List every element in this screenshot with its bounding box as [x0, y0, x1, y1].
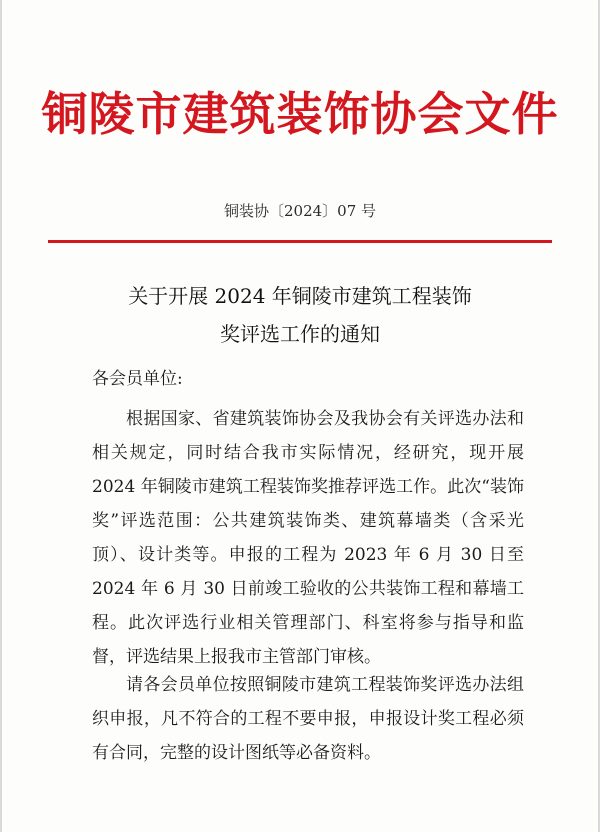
document-number: 铜装协〔2024〕07 号: [223, 202, 377, 220]
red-divider-line: [48, 240, 552, 243]
notice-title-line-2: 奖评选工作的通知: [220, 322, 380, 346]
notice-title-line-1: 关于开展 2024 年铜陵市建筑工程装饰: [128, 284, 472, 308]
body-paragraph-2: 请各会员单位按照铜陵市建筑工程装饰奖评选办法组织申报，凡不符合的工程不要申报，申报设计奖工程必须有合同，完整的设计图纸等必备资料。: [92, 675, 524, 763]
salutation: 各会员单位:: [92, 369, 183, 389]
org-header-title: 铜陵市建筑装饰协会文件: [41, 87, 559, 141]
body-paragraph-1: 根据国家、省建筑装饰协会及我协会有关评选办法和相关规定，同时结合我市实际情况，经研究，现开展 2024 年铜陵市建筑工程装饰奖推荐评选工作。此次“装饰奖”评选范围：公共建筑装饰类、建筑幕墙类（含采光顶）、设计类等。申报的工程为 2023 年 6 月 30 日至 2024 年 6 月 30 日前竣工验收的公共装饰工程和幕墙工程。此次评选行业相关管理部门、科室将参与指导和监督，评选结果上报我市主管部门审核。: [92, 409, 524, 667]
